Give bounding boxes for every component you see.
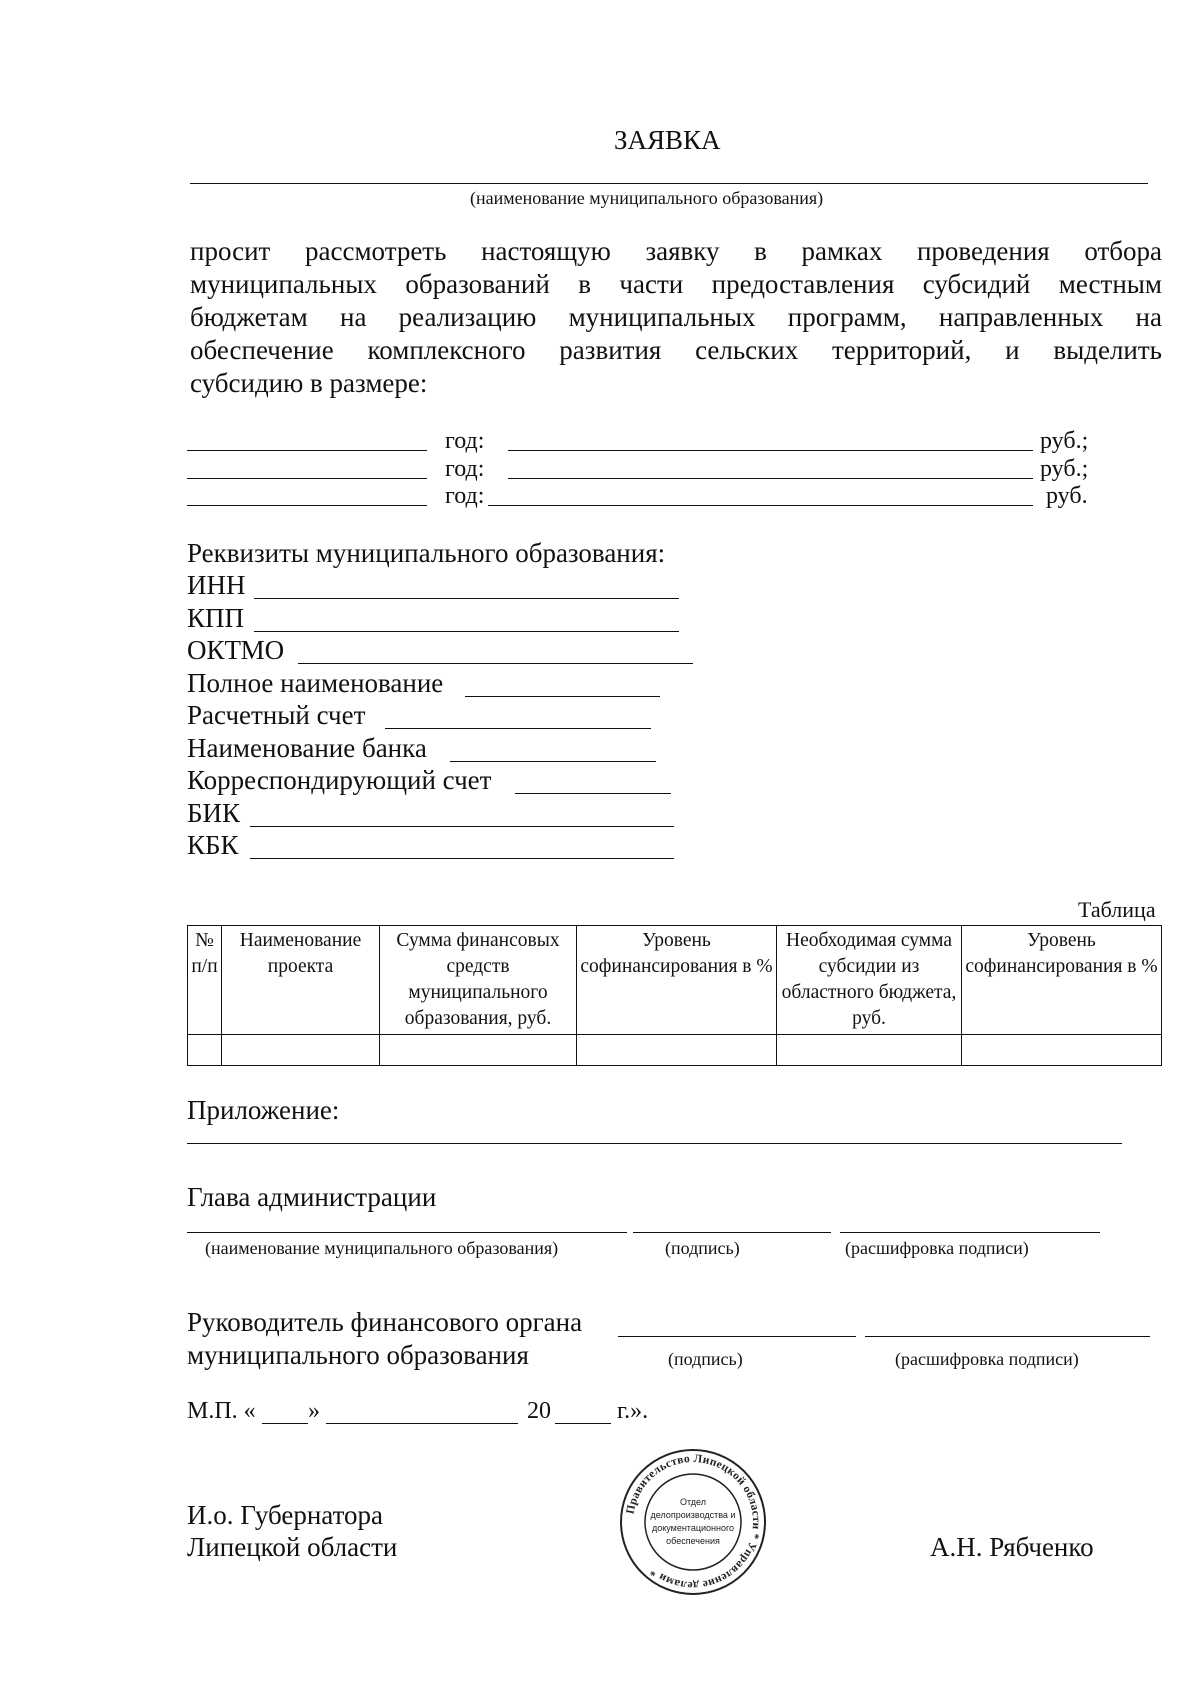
intro-line: муниципальных образований в части предоставления субсидий местным [190,269,1162,299]
date-day-blank[interactable] [262,1423,308,1424]
finance-caption-decoding: (расшифровка подписи) [895,1349,1079,1369]
currency-label: руб.; [1040,456,1089,482]
column-header: Необходимая сумма субсидии из областного бюджета, руб. [777,926,962,1035]
year-label: год: [445,456,485,482]
intro-line: обеспечение комплексного развития сельских территорий, и выделить [190,335,1162,365]
year-label: год: [445,428,485,454]
bank-field[interactable] [450,761,656,762]
currency-label: руб. [1046,483,1088,509]
stamp-inner-line: Отдел [679,1497,707,1507]
requisite-label-bank: Наименование банка [187,733,427,763]
municipality-name-line [190,183,1148,184]
amount-blank[interactable] [508,478,1033,479]
table-row [188,1035,1162,1066]
attachment-line[interactable] [187,1143,1122,1144]
finance-decoding-line[interactable] [865,1336,1150,1337]
column-header: № п/п [188,926,222,1035]
document-title: ЗАЯВКА [614,125,721,155]
table-header-row [188,926,1162,1035]
head-municipality-line[interactable] [187,1232,627,1233]
head-caption-signature: (подпись) [665,1238,740,1258]
requisite-label-kpp: КПП [187,603,245,633]
intro-line: субсидию в размере: [190,368,428,398]
signer-name: А.Н. Рябченко [930,1532,1094,1562]
table-caption: Таблица [1078,897,1156,922]
footer-position-line1: И.о. Губернатора [187,1500,384,1530]
stamp-inner-line: делопроизводства и [650,1510,736,1520]
kpp-field[interactable] [254,631,679,632]
bik-field[interactable] [250,826,674,827]
full-name-field[interactable] [465,696,660,697]
requisites-heading: Реквизиты муниципального образования: [187,538,666,568]
finance-signature-line[interactable] [618,1336,856,1337]
table-cell[interactable] [222,1035,380,1066]
requisite-label-bik: БИК [187,798,241,828]
official-stamp [618,1447,768,1597]
seal-year-suffix: г.». [617,1398,649,1424]
finance-head-line2: муниципального образования [187,1340,529,1370]
column-header: Сумма финансовых средств муниципального образования, руб. [380,926,577,1035]
head-caption-decoding: (расшифровка подписи) [845,1238,1029,1258]
seal-year-prefix: 20 [527,1398,551,1424]
amount-blank[interactable] [508,450,1033,451]
date-year-blank[interactable] [555,1423,611,1424]
requisite-label-corr-account: Корреспондирующий счет [187,765,492,795]
year-blank[interactable] [187,450,427,451]
year-blank[interactable] [187,505,427,506]
stamp-inner-line: обеспечения [666,1536,720,1546]
head-caption-municipality: (наименование муниципального образования) [205,1238,559,1258]
finance-head-line1: Руководитель финансового органа [187,1307,583,1337]
kbk-field[interactable] [250,858,674,859]
table-cell[interactable] [777,1035,962,1066]
seal-mp-label: М.П. « [187,1398,256,1424]
head-admin-title: Глава администрации [187,1182,437,1212]
seal-close-quote: » [308,1398,320,1424]
intro-paragraph [190,235,1162,400]
column-header: Уровень софинансирования в % [577,926,777,1035]
footer-position-line2: Липецкой области [187,1532,398,1562]
oktmo-field[interactable] [298,663,693,664]
date-month-blank[interactable] [326,1423,518,1424]
requisite-label-inn: ИНН [187,570,246,600]
corr-account-field[interactable] [515,793,671,794]
stamp-outer-text: Правительство Липецкой области * Управление делами * [624,1452,763,1592]
requisite-label-account: Расчетный счет [187,700,366,730]
municipality-caption: (наименование муниципального образования) [470,188,824,208]
column-header: Наименование проекта [222,926,380,1035]
intro-line: бюджетам на реализацию муниципальных программ, направленных на [190,302,1162,332]
currency-label: руб.; [1040,428,1089,454]
projects-table [187,925,1162,1066]
head-decoding-line[interactable] [840,1232,1100,1233]
requisite-label-kbk: КБК [187,830,239,860]
requisite-label-oktmo: ОКТМО [187,635,285,665]
column-header: Уровень софинансирования в % [962,926,1162,1035]
intro-line: просит рассмотреть настоящую заявку в рамках проведения отбора [190,236,1162,266]
stamp-inner-line: документационного [651,1523,735,1533]
account-field[interactable] [385,728,651,729]
head-signature-line[interactable] [633,1232,831,1233]
table-cell[interactable] [380,1035,577,1066]
finance-caption-signature: (подпись) [668,1349,743,1369]
table-cell[interactable] [962,1035,1162,1066]
year-blank[interactable] [187,478,427,479]
inn-field[interactable] [254,598,679,599]
year-label: год: [445,483,485,509]
table-cell[interactable] [188,1035,222,1066]
requisite-label-full-name: Полное наименование [187,668,444,698]
amount-blank[interactable] [488,505,1033,506]
attachment-label: Приложение: [187,1095,340,1125]
table-cell[interactable] [577,1035,777,1066]
